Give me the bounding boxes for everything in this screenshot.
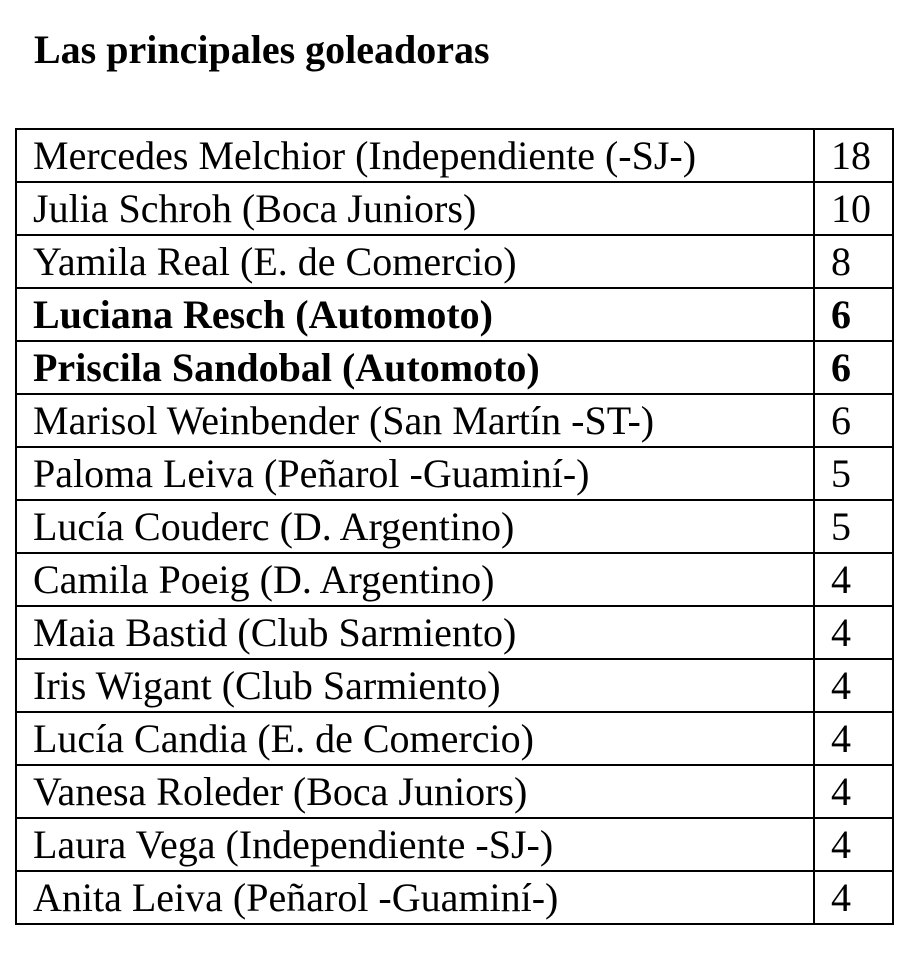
table-row xyxy=(16,659,893,712)
table-row xyxy=(16,553,893,606)
goals-cell: 4 xyxy=(814,659,893,712)
goals-cell: 4 xyxy=(814,818,893,871)
table-row xyxy=(16,871,893,924)
player-name-cell: Maia Bastid (Club Sarmiento) xyxy=(16,606,814,659)
player-name-cell: Julia Schroh (Boca Juniors) xyxy=(16,182,814,235)
player-name-cell: Luciana Resch (Automoto) xyxy=(16,288,814,341)
player-name-cell: Mercedes Melchior (Independiente (-SJ-) xyxy=(16,129,814,182)
player-name-cell: Marisol Weinbender (San Martín -ST-) xyxy=(16,394,814,447)
goals-cell: 6 xyxy=(814,394,893,447)
goals-cell: 5 xyxy=(814,447,893,500)
goals-cell: 4 xyxy=(814,606,893,659)
goals-cell: 18 xyxy=(814,129,893,182)
goals-cell: 4 xyxy=(814,871,893,924)
player-name-cell: Priscila Sandobal (Automoto) xyxy=(16,341,814,394)
table-row xyxy=(16,235,893,288)
table-row xyxy=(16,182,893,235)
player-name-cell: Paloma Leiva (Peñarol -Guaminí-) xyxy=(16,447,814,500)
player-name-cell: Anita Leiva (Peñarol -Guaminí-) xyxy=(16,871,814,924)
player-name-cell: Laura Vega (Independiente -SJ-) xyxy=(16,818,814,871)
player-name-cell: Lucía Couderc (D. Argentino) xyxy=(16,500,814,553)
player-name-cell: Lucía Candia (E. de Comercio) xyxy=(16,712,814,765)
goals-cell: 10 xyxy=(814,182,893,235)
table-row xyxy=(16,500,893,553)
page-title: Las principales goleadoras xyxy=(34,27,490,72)
table-row xyxy=(16,129,893,182)
goals-cell: 6 xyxy=(814,341,893,394)
player-name-cell: Vanesa Roleder (Boca Juniors) xyxy=(16,765,814,818)
table-row xyxy=(16,447,893,500)
table-row xyxy=(16,818,893,871)
player-name-cell: Yamila Real (E. de Comercio) xyxy=(16,235,814,288)
table-row xyxy=(16,394,893,447)
table-row xyxy=(16,606,893,659)
table-row xyxy=(16,765,893,818)
goals-cell: 4 xyxy=(814,765,893,818)
goals-cell: 4 xyxy=(814,553,893,606)
goals-cell: 5 xyxy=(814,500,893,553)
player-name-cell: Iris Wigant (Club Sarmiento) xyxy=(16,659,814,712)
table-row xyxy=(16,288,893,341)
table-row xyxy=(16,341,893,394)
top-scorers-table-body xyxy=(16,129,893,924)
table-row xyxy=(16,712,893,765)
goals-cell: 6 xyxy=(814,288,893,341)
goals-cell: 4 xyxy=(814,712,893,765)
goals-cell: 8 xyxy=(814,235,893,288)
top-scorers-table xyxy=(15,128,894,925)
player-name-cell: Camila Poeig (D. Argentino) xyxy=(16,553,814,606)
